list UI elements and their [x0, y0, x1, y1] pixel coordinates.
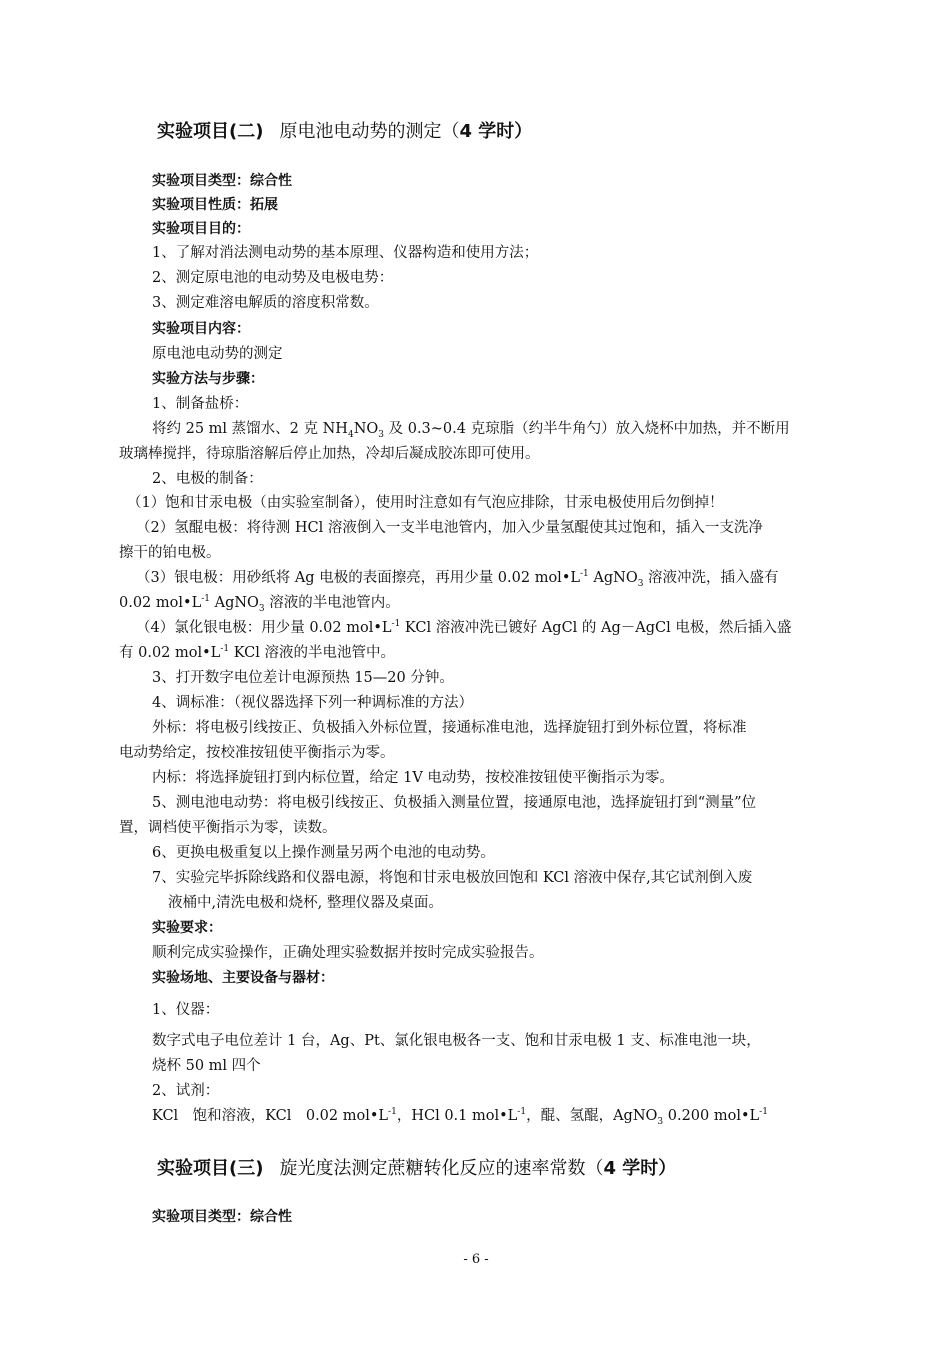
step-1: 1、制备盐桥： [152, 396, 249, 412]
project-type: 实验项目类型：综合性 [152, 173, 292, 189]
section-hours: 4 学时） [459, 121, 533, 142]
section-title: 旋光度法测定蔗糖转化反应的速率常数（ [279, 1158, 604, 1179]
page-number: - 6 - [463, 1252, 489, 1267]
step-4-external-cont: 电动势给定，按校准按钮使平衡指示为零。 [119, 745, 395, 761]
step-4-external: 外标：将电极引线按正、负极插入外标位置，接通标准电池，选择旋钮打到外标位置，将标准 [152, 720, 747, 736]
electrode-3-cont: 0.02 $mol•L^{-1}$ AgNO$_3$ 溶液的半电池管内。 [119, 594, 400, 614]
step-5-cont: 置，调档使平衡指示为零，读数。 [119, 820, 337, 836]
step-2: 2、电极的制备： [152, 471, 263, 487]
electrode-2-cont: 擦干的铂电极。 [119, 545, 221, 561]
section-number: 实验项目(三) [157, 1158, 264, 1179]
project-type: 实验项目类型：综合性 [152, 1209, 292, 1225]
section-number: 实验项目(二) [157, 121, 264, 142]
electrode-4-cont: 有 0.02 $mol•L^{-1}$ KCl 溶液的半电池管中。 [119, 644, 395, 661]
section-title: 原电池电动势的测定（ [279, 121, 460, 142]
instruments-label: 1、仪器： [152, 1002, 220, 1018]
requirements-label: 实验要求： [152, 920, 222, 936]
step-1-text: 将约 25 ml 蒸馏水、2 克 $NH_4NO_3$ 及 0.3~0.4 克琼脂（约半牛角勺）放入烧杯中加热，并不断用 [152, 421, 790, 440]
electrode-2: （2）氢醌电极：将待测 HCl 溶液倒入一支半电池管内，加入少量氢醌使其过饱和，插入一支洗净 [136, 520, 763, 536]
instruments-text-cont: 烧杯 50 ml 四个 [152, 1058, 261, 1074]
step-7-cont: 液桶中,清洗电极和烧杯, 整理仪器及桌面。 [168, 895, 443, 911]
purpose-item: 3、测定难溶电解质的溶度积常数。 [152, 295, 379, 311]
section-heading [157, 1154, 676, 1180]
reagents-label: 2、试剂： [152, 1083, 220, 1099]
section-heading [157, 117, 532, 143]
content-text: 原电池电动势的测定 [152, 346, 283, 362]
electrode-3: （3）银电极：用砂纸将 Ag 电极的表面擦亮，再用少量 0.02 $mol•L^{-1}$ AgNO$_3$ 溶液冲洗，插入盛有 [136, 569, 779, 589]
reagents-text: KCl 饱和溶液，KCl 0.02 $mol•L^{-1}$，HCl 0.1 $mol•L^{-1}$，醌、氢醌，AgNO$_3$ 0.200 $mol•L^{-1}$ [152, 1107, 768, 1127]
electrode-1: （1）饱和甘汞电极（由实验室制备），使用时注意如有气泡应排除，甘汞电极使用后勿倒掉！ [127, 495, 724, 511]
step-4: 4、调标准：（视仪器选择下列一种调标准的方法） [152, 695, 473, 711]
equipment-label: 实验场地、主要设备与器材： [152, 970, 334, 986]
project-nature: 实验项目性质：拓展 [152, 197, 278, 213]
method-label: 实验方法与步骤： [152, 371, 264, 387]
content-label: 实验项目内容： [152, 321, 250, 337]
requirements-text: 顺利完成实验操作，正确处理实验数据并按时完成实验报告。 [152, 945, 544, 961]
step-1-text-cont: 玻璃棒搅拌，待琼脂溶解后停止加热，冷却后凝成胶冻即可使用。 [119, 446, 540, 462]
step-7: 7、实验完毕拆除线路和仪器电源，将饱和甘汞电极放回饱和 KCl 溶液中保存,其它试剂倒入废 [152, 870, 753, 886]
step-4-internal: 内标：将选择旋钮打到内标位置，给定 1V 电动势，按校准按钮使平衡指示为零。 [152, 770, 674, 786]
electrode-4: （4）氯化银电极：用少量 0.02 $mol•L^{-1}$ KCl 溶液冲洗已镀好 AgCl 的 Ag－AgCl 电极，然后插入盛 [136, 619, 792, 636]
section-hours: 4 学时） [603, 1158, 677, 1179]
step-6: 6、更换电极重复以上操作测量另两个电池的电动势。 [152, 845, 495, 861]
purpose-item: 2、测定原电池的电动势及电极电势： [152, 270, 394, 286]
purpose-item: 1、了解对消法测电动势的基本原理、仪器构造和使用方法； [152, 245, 539, 261]
instruments-text: 数字式电子电位差计 1 台，Ag、Pt、氯化银电极各一支、饱和甘汞电极 1 支、标准电池一块， [152, 1033, 761, 1049]
purpose-label: 实验项目目的： [152, 221, 250, 237]
step-3: 3、打开数字电位差计电源预热 15—20 分钟。 [152, 670, 454, 686]
step-5: 5、测电池电动势：将电极引线按正、负极插入测量位置，接通原电池，选择旋钮打到“测量”位 [152, 795, 757, 811]
